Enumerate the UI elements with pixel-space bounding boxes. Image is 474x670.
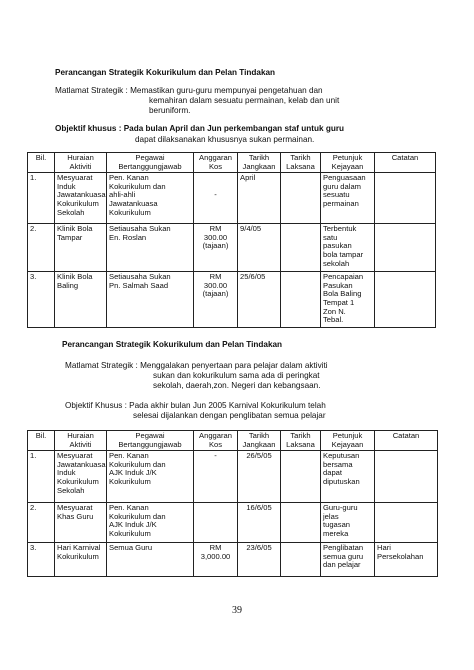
cell-huraian: Hari Karnival Kokurikulum [55,543,107,577]
cell-huraian: Mesyuarat Induk Jawatankuasa Kokurikulum Sekolah [55,173,107,224]
section1-title: Perancangan Strategik Kokurikulum dan Pelan Tindakan [55,68,276,77]
table-row [28,173,436,224]
table-row [28,503,438,543]
cell-pegawai: Pen. Kanan Kokurikulum dan AJK Induk J/K Kokurikulum [107,503,194,543]
header-anggaran: Anggaran Kos [194,431,238,451]
cell-tarikh-jangkaan: 23/6/05 [238,543,281,577]
cell-petunjuk: Penguasaan guru dalam sesuatu permainan [321,173,375,224]
table-row [28,272,436,328]
header-bil: Bil. [28,431,55,451]
cell-tarikh-laksana [281,503,321,543]
table-row [28,224,436,272]
section2-table [27,430,438,577]
header-tarikh-jangkaan: Tarikh Jangkaan [238,431,281,451]
table-row [28,451,438,503]
section1-table [27,152,436,328]
cell-huraian: Mesyuarat Jawatankuasa Induk Kokurikulum Sekolah [55,451,107,503]
cell-huraian: Mesyuarat Khas Guru [55,503,107,543]
cell-pegawai: Setiausaha Sukan Pn. Salmah Saad [107,272,194,328]
cell-petunjuk: Terbentuk satu pasukan bola tampar sekolah [321,224,375,272]
cell-catatan [375,451,438,503]
cell-kos: - [194,173,238,224]
cell-catatan [375,272,436,328]
section1-matlamat-line2: kemahiran dalam sesuatu permainan, kelab dan unit [149,96,340,105]
cell-pegawai: Semua Guru [107,543,194,577]
section2-title: Perancangan Strategik Kokurikulum dan Pelan Tindakan [62,340,283,349]
cell-petunjuk: Guru-guru jelas tugasan mereka [321,503,375,543]
cell-bil: 2. [28,503,55,543]
cell-petunjuk: Pencapaian Pasukan Bola Baling Tempat 1 Zon N. Tebal. [321,272,375,328]
cell-tarikh-laksana [281,543,321,577]
cell-bil: 3. [28,543,55,577]
cell-kos: RM 300.00 (tajaan) [194,224,238,272]
header-pegawai: Pegawai Bertanggungjawab [107,153,194,173]
cell-pegawai: Pen. Kanan Kokurikulum dan ahli-ahli Jawatankuasa Kokurikulum [107,173,194,224]
page-number: 39 [232,605,242,616]
cell-petunjuk: Keputusan bersama dapat diputuskan [321,451,375,503]
cell-tarikh-laksana [281,272,321,328]
section2-table-header [28,431,438,451]
header-pegawai: Pegawai Bertanggungjawab [107,431,194,451]
cell-tarikh-jangkaan: 25/6/05 [238,272,281,328]
header-huraian: Huraian Aktiviti [55,431,107,451]
section1-matlamat-line1: Matlamat Strategik : Memastikan guru-guru mempunyai pengetahuan dan [55,86,323,95]
section1-objektif-line1: Objektif khusus : Pada bulan April dan Jun perkembangan staf untuk guru [55,124,345,133]
cell-tarikh-jangkaan: 26/5/05 [238,451,281,503]
header-bil: Bil. [28,153,55,173]
cell-tarikh-laksana [281,224,321,272]
section2-matlamat-line2: sukan dan kokurikulum sama ada di peringkat [153,371,320,380]
header-anggaran: Anggaran Kos [194,153,238,173]
cell-catatan [375,503,438,543]
header-petunjuk: Petunjuk Kejayaan [321,431,375,451]
cell-petunjuk: Penglibatan semua guru dan pelajar [321,543,375,577]
cell-catatan [375,173,436,224]
cell-huraian: Klinik Bola Tampar [55,224,107,272]
header-tarikh-laksana: Tarikh Laksana [281,153,321,173]
header-catatan: Catatan [375,431,438,451]
table-row [28,543,438,577]
cell-bil: 1. [28,173,55,224]
cell-tarikh-jangkaan: April [238,173,281,224]
section2-matlamat-line1: Matlamat Strategik : Menggalakan penyertaan para pelajar dalam aktiviti [65,361,328,370]
cell-pegawai: Setiausaha Sukan En. Roslan [107,224,194,272]
cell-catatan: Hari Persekolahan [375,543,438,577]
section2-objektif-line2: selesai dijalankan dengan penglibatan semua pelajar [133,411,326,420]
section2-objektif-line1: Objektif Khusus : Pada akhir bulan Jun 2005 Karnival Kokurikulum telah [65,401,326,410]
section1-objektif-line2: dapat dilaksanakan khususnya sukan permainan. [135,135,315,144]
cell-kos [194,503,238,543]
cell-catatan [375,224,436,272]
header-huraian: Huraian Aktiviti [55,153,107,173]
cell-kos: - [194,451,238,503]
cell-tarikh-laksana [281,173,321,224]
section1-matlamat-line3: beruniform. [149,106,191,115]
cell-bil: 3. [28,272,55,328]
cell-tarikh-jangkaan: 16/6/05 [238,503,281,543]
cell-kos: RM 300.00 (tajaan) [194,272,238,328]
cell-huraian: Klinik Bola Baling [55,272,107,328]
header-petunjuk: Petunjuk Kejayaan [321,153,375,173]
section1-table-header [28,153,436,173]
cell-pegawai: Pen. Kanan Kokurikulum dan AJK Induk J/K Kokurikulum [107,451,194,503]
cell-bil: 1. [28,451,55,503]
header-tarikh-jangkaan: Tarikh Jangkaan [238,153,281,173]
cell-kos: RM 3,000.00 [194,543,238,577]
cell-tarikh-laksana [281,451,321,503]
cell-tarikh-jangkaan: 9/4/05 [238,224,281,272]
cell-bil: 2. [28,224,55,272]
section2-matlamat-line3: sekolah, daerah,zon. Negeri dan kebangsaan. [153,381,321,390]
header-catatan: Catatan [375,153,436,173]
header-tarikh-laksana: Tarikh Laksana [281,431,321,451]
